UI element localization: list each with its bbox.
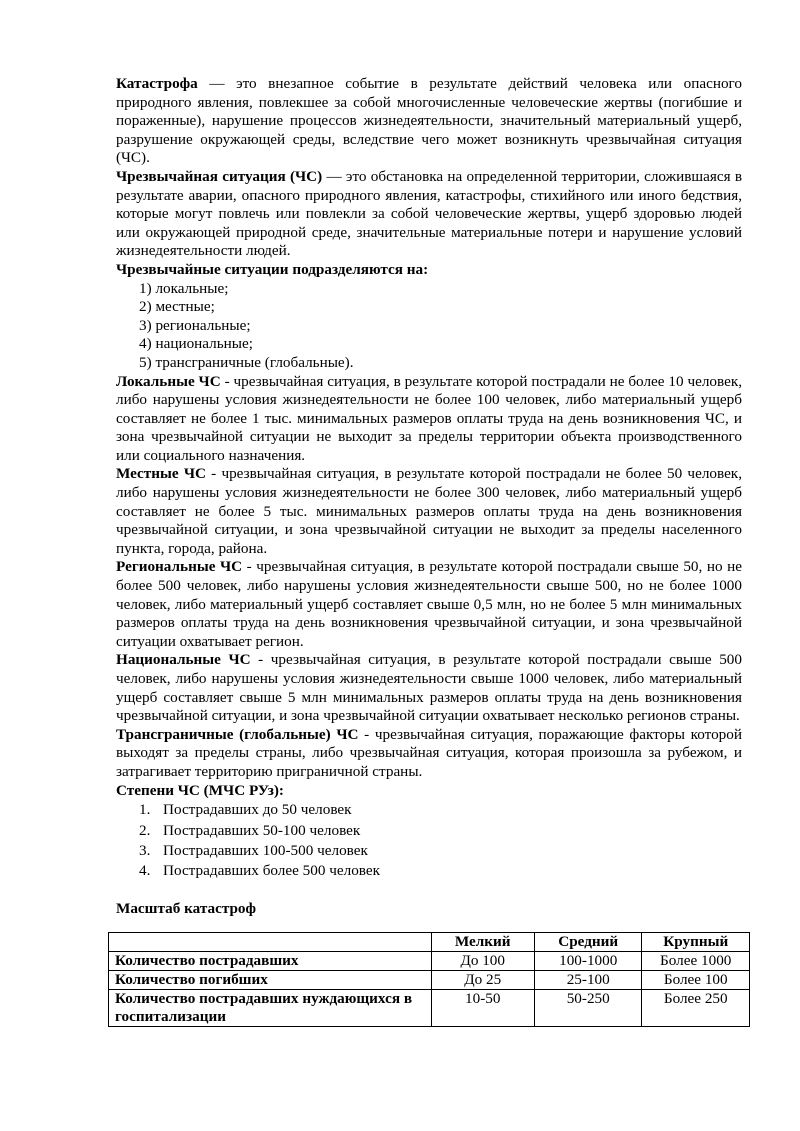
degrees-heading — [116, 782, 742, 801]
table-cell: 50-250 — [534, 990, 642, 1027]
list-number: 2. — [139, 821, 151, 839]
list-item — [139, 841, 742, 861]
definition-local — [116, 373, 742, 466]
catastrophe-term: Катастрофа — [116, 75, 198, 92]
list-text: Пострадавших 50-100 человек — [163, 821, 361, 839]
definition-regional — [116, 558, 742, 651]
degrees-heading-text: Степени ЧС (МЧС РУз): — [116, 781, 284, 799]
definition-term: Национальные ЧС — [116, 651, 251, 669]
list-item: 4) национальные; — [139, 335, 253, 353]
list-number: 4. — [139, 862, 151, 880]
table-row-header: Количество погибших — [109, 971, 432, 990]
list-item: 5) трансграничные (глобальные). — [139, 353, 354, 371]
table-cell: До 25 — [431, 971, 534, 990]
table-cell: До 100 — [431, 952, 534, 971]
table-cell: 100-1000 — [534, 952, 642, 971]
scale-table — [108, 932, 750, 1027]
table-row — [109, 971, 750, 990]
definition-term: Региональные ЧС — [116, 558, 243, 576]
table-header-row — [109, 933, 750, 952]
table-row-header: Количество пострадавших — [109, 952, 432, 971]
table-row-header: Количество пострадавших нуждающихся в госпитализации — [109, 990, 432, 1027]
definition-term: Трансграничные (глобальные) ЧС — [116, 725, 359, 743]
es-term: Чрезвычайная ситуация (ЧС) — [116, 167, 323, 185]
definition-national — [116, 651, 742, 725]
table-header-cell — [109, 933, 432, 952]
catastrophe-paragraph — [116, 75, 742, 168]
definition-text: - чрезвычайная ситуация, в результате которой пострадали свыше 50, но не более 500 человек, либо нарушены условия жизнедеятельности свыше 500, но не более 1000 человек, либо материальный ущерб составляет свыше 0,5 млн, но не более 5 млн минимальных размеров оплаты труда на день возникновения чрезвычайной ситуации, и зона чрезвычайной ситуации охватывает регион. — [116, 558, 742, 650]
es-paragraph — [116, 168, 742, 261]
definition-text: - чрезвычайная ситуация, в результате которой пострадали свыше 500 человек, либо нарушены условия жизнедеятельности свыше 1000 человек, либо материальный ущерб составляет свыше 5 млн минимальных размеров оплаты труда на день возникновения чрезвычайной ситуации, и зона чрезвычайной ситуации охватывает несколько регионов страны. — [116, 651, 742, 725]
list-item — [139, 821, 742, 841]
list-item: 2) местные; — [139, 298, 215, 316]
table-header-cell: Крупный — [642, 933, 750, 952]
definition-text: - чрезвычайная ситуация, поражающие факторы которой выходят за пределы страны, либо чрезвычайная ситуация, которая произошла за рубежом, и затрагивает территорию приграничной страны. — [116, 725, 742, 780]
list-number: 1. — [139, 801, 151, 819]
degrees-list — [116, 800, 742, 882]
definition-transborder — [116, 726, 742, 782]
table-cell: Более 1000 — [642, 952, 750, 971]
definition-text: - чрезвычайная ситуация, в результате которой пострадали не более 50 человек, либо нарушены условия жизнедеятельности не более 300 человек, либо материальный ущерб составляет не более 5 тыс. минимальных размеров оплаты труда на день возникновения чрезвычайной ситуации, и зона чрезвычайной ситуации не выходит за пределы населенного пункта, города, района. — [116, 465, 742, 557]
list-text: Пострадавших более 500 человек — [163, 862, 381, 880]
list-text: Пострадавших до 50 человек — [163, 801, 352, 819]
list-item — [139, 861, 742, 881]
table-cell: Более 250 — [642, 990, 750, 1027]
division-heading — [116, 261, 742, 280]
definition-term: Местные ЧС — [116, 465, 206, 483]
es-text: — это обстановка на определенной территории, сложившаяся в результате аварии, опасного природного явления, катастрофы, стихийного или иного бедствия, которые могут повлечь или повлекли за собой человеческие жертвы, ущерб здоровью людей или окружающей природной среде, значительные материальные потери и нарушение условий жизнедеятельности людей. — [116, 167, 743, 260]
list-item: 3) региональные; — [139, 316, 251, 334]
catastrophe-text: — это внезапное событие в результате действий человека или опасного природного явления, повлекшее за собой многочисленные человеческие жертвы (погибшие и пораженные), нарушение процессов жизнедеятельности, значительный материальный ущерб, разрушение окружающей среды, вследствие чего может возникнуть чрезвычайная ситуация (ЧС). — [116, 75, 742, 167]
table-cell: 10-50 — [431, 990, 534, 1027]
table-row — [109, 990, 750, 1027]
table-header-cell: Средний — [534, 933, 642, 952]
table-header-cell: Мелкий — [431, 933, 534, 952]
list-number: 3. — [139, 841, 151, 859]
list-item: 1) локальные; — [139, 279, 229, 297]
table-cell: Более 100 — [642, 971, 750, 990]
definition-text: - чрезвычайная ситуация, в результате которой пострадали не более 10 человек, либо нарушены условия жизнедеятельности не более 100 человек, либо материальный ущерб составляет не более 1 тыс. минимальных размеров оплаты труда на день возникновения ЧС, и зона чрезвычайной ситуации не выходит за пределы территории объекта производственного или социального назначения. — [116, 372, 742, 464]
table-cell: 25-100 — [534, 971, 642, 990]
table-caption: Масштаб катастроф — [116, 899, 257, 917]
division-list — [116, 280, 742, 373]
definition-term: Локальные ЧС — [116, 372, 221, 390]
division-heading-text: Чрезвычайные ситуации подразделяются на: — [116, 260, 429, 278]
table-row — [109, 952, 750, 971]
document-body — [116, 75, 742, 918]
list-text: Пострадавших 100-500 человек — [163, 841, 368, 859]
definition-municipal — [116, 465, 742, 558]
list-item — [139, 800, 742, 820]
